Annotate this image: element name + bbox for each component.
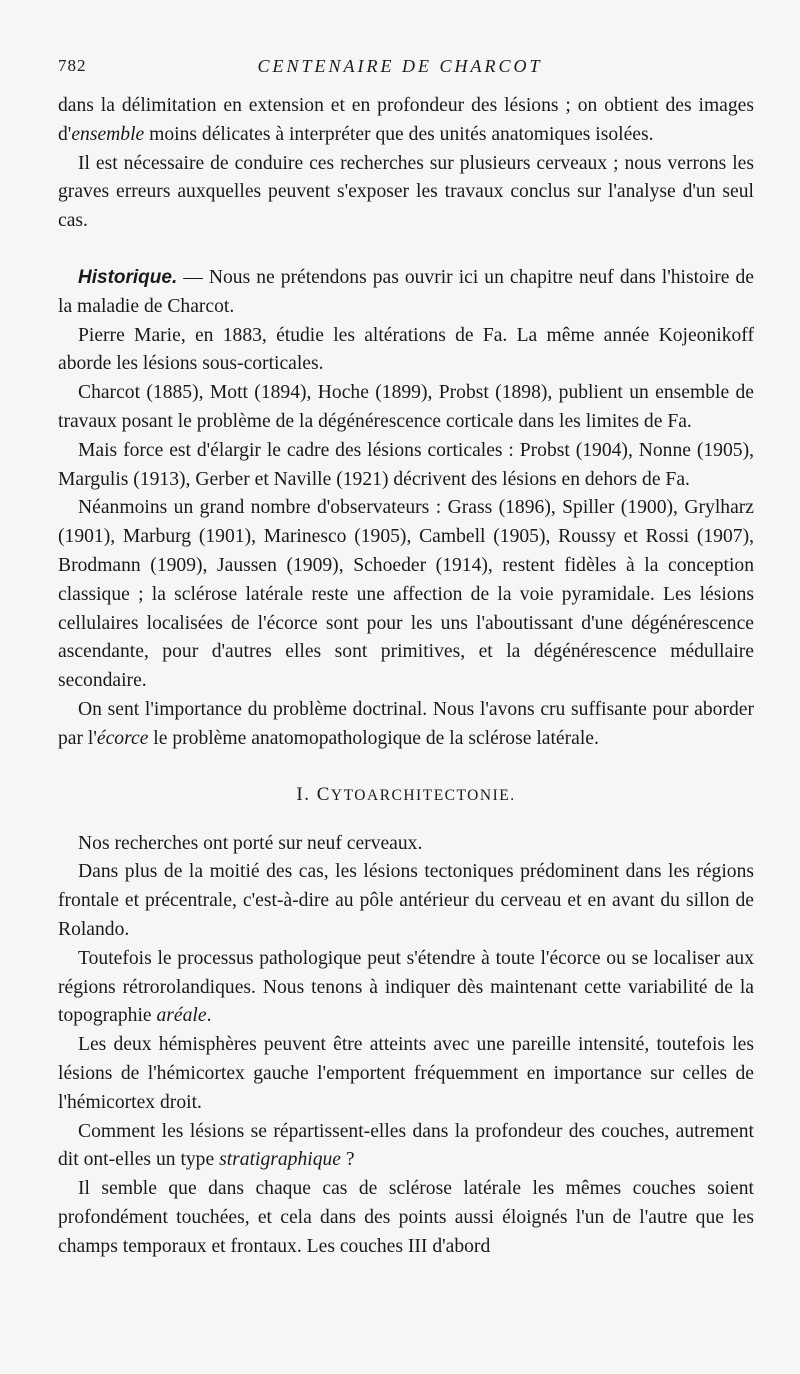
paragraph-11-text: Toutefois le processus pathologique peut s'étendre à toute l'écorce ou se localiser aux régions rétrorolandiques. Nous tenons à indiquer dès maintenant cette variabilité de la topographie bbox=[58, 947, 754, 1027]
paragraph-7: Néanmoins un grand nombre d'observateurs : Grass (1896), Spiller (1900), Grylharz (1901), Marburg (1901), Marinesco (1905), Cambell (1905), Roussy et Rossi (1907), Brodmann (1909), Jaussen (1909), Schoeder (1914), restent fidèles à la conception classique ; la sclérose latérale reste une affection de la voie pyramidale. Les lésions cellulaires localisées de l'écorce sont pour les uns l'aboutissant d'une dégénérescence ascendante, pour d'autres elles sont primitives, et la dégénérescence médullaire secondaire. bbox=[58, 497, 754, 692]
paragraph-9: Nos recherches ont porté sur neuf cerveaux. bbox=[78, 832, 423, 854]
paragraph-2: Il est nécessaire de conduire ces recherches sur plusieurs cerveaux ; nous verrons les graves erreurs auxquelles peuvent s'exposer les travaux conclus sur l'analyse d'un seul cas. bbox=[58, 152, 754, 232]
page-header bbox=[58, 56, 742, 86]
paragraph-8 bbox=[58, 696, 754, 754]
paragraph-13 bbox=[58, 1118, 754, 1176]
paragraph-8-text: On sent l'importance du problème doctrinal. Nous l'avons cru suffisante pour aborder par l' bbox=[58, 698, 754, 749]
paragraph-5: Charcot (1885), Mott (1894), Hoche (1899), Probst (1898), publient un ensemble de travaux posant le problème de la dégénérescence corticale dans les limites de Fa. bbox=[58, 382, 754, 432]
paragraph-8-emphasis: écorce bbox=[96, 727, 149, 749]
paragraph-11-emphasis: aréale bbox=[156, 1005, 207, 1027]
historique-label: Historique. bbox=[78, 266, 178, 288]
paragraph-1-emphasis: ensemble bbox=[71, 123, 145, 145]
text-body bbox=[58, 92, 754, 1261]
paragraph-11-rest: . bbox=[206, 1005, 212, 1027]
paragraph-11 bbox=[58, 945, 754, 1031]
paragraph-13-rest: ? bbox=[341, 1149, 355, 1171]
paragraph-8-rest: le problème anatomopathologique de la sclérose latérale. bbox=[148, 727, 599, 749]
section-title-text: YTOARCHITECTONIE. bbox=[330, 786, 516, 804]
section-number: I. bbox=[296, 783, 311, 805]
paragraph-13-text: Comment les lésions se répartissent-elles dans la profondeur des couches, autrement dit ont-elles un type bbox=[58, 1120, 754, 1171]
paragraph-4: Pierre Marie, en 1883, étudie les altérations de Fa. La même année Kojeonikoff aborde les lésions sous-corticales. bbox=[58, 324, 754, 375]
paragraph-12: Les deux hémisphères peuvent être atteints avec une pareille intensité, toutefois les lésions de l'hémicortex gauche l'emportent fréquemment en importance sur celles de l'hémicortex droit. bbox=[58, 1034, 754, 1113]
paragraph-6: Mais force est d'élargir le cadre des lésions corticales : Probst (1904), Nonne (1905), Margulis (1913), Gerber et Naville (1921) décrivent des lésions en dehors de Fa. bbox=[58, 439, 754, 490]
paragraph-1-text: dans la délimitation en extension et en profondeur des lésions ; on obtient des images d' bbox=[58, 95, 754, 145]
paragraph-1 bbox=[58, 92, 754, 150]
paragraph-1-rest: moins délicates à interpréter que des unités anatomiques isolées. bbox=[144, 123, 654, 145]
paragraph-10: Dans plus de la moitié des cas, les lésions tectoniques prédominent dans les régions frontale et précentrale, c'est-à-dire au pôle antérieur du cerveau et en avant du sillon de Rolando. bbox=[58, 861, 754, 940]
paragraph-3-text: — Nous ne prétendons pas ouvrir ici un chapitre neuf dans l'histoire de la maladie de Charcot. bbox=[58, 266, 754, 317]
section-heading bbox=[58, 784, 754, 806]
page-number: 782 bbox=[58, 56, 87, 75]
paragraph-13-emphasis: stratigraphique bbox=[219, 1149, 342, 1171]
running-title: CENTENAIRE DE CHARCOT bbox=[257, 56, 543, 76]
paragraph-14: Il semble que dans chaque cas de sclérose latérale les mêmes couches soient profondément touchées, et cela dans des points aussi éloignés l'un de l'autre que les champs temporaux et frontaux. Les couches III d'abord bbox=[58, 1178, 754, 1257]
section-cap: C bbox=[316, 783, 331, 805]
paragraph-historique bbox=[58, 264, 754, 322]
